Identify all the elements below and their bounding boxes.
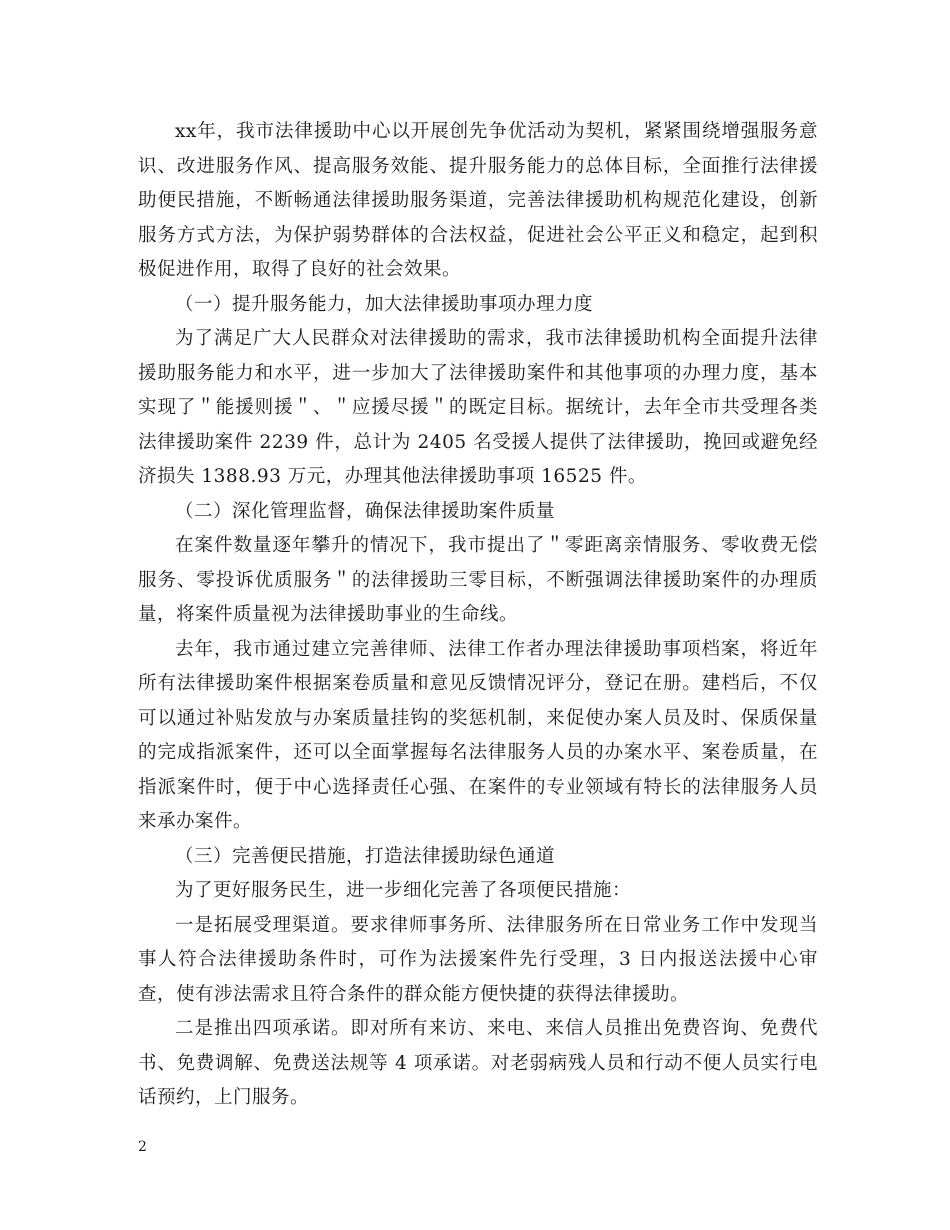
section-heading-3: （三）完善便民措施，打造法律援助绿色通道 [175,845,556,867]
document-body [138,115,818,1116]
page-number: 2 [138,1139,147,1155]
section-2-paragraph-2: 去年，我市通过建立完善律师、法律工作者办理法律援助事项档案，将近年所有法律援助案件根据案卷质量和意见反馈情况评分，登记在册。建档后，不仅可以通过补贴发放与办案质量挂钩的奖惩机制，来促使办案人员及时、保质保量的完成指派案件，还可以全面掌握每名法律服务人员的办案水平、案卷质量，在指派案件时，便于中心选择责任心强、在案件的专业领域有特长的法律服务人员来承办案件。 [138,638,818,832]
section-1-paragraph: 为了满足广大人民群众对法律援助的需求，我市法律援助机构全面提升法律援助服务能力和水平，进一步加大了法律援助案件和其他事项的办理力度，基本实现了＂能援则援＂、＂应援尽援＂的既定目标。据统计，去年全市共受理各类法律援助案件 2239 件，总计为 2405 名受援人提供了法律援助，挽回或避免经济损失 1388.93 万元，办理其他法律援助事项 16525 件。 [138,328,818,487]
section-2-paragraph-1: 在案件数量逐年攀升的情况下，我市提出了＂零距离亲情服务、零收费无偿服务、零投诉优质服务＂的法律援助三零目标，不断强调法律援助案件的办理质量，将案件质量视为法律援助事业的生命线。 [138,535,818,625]
section-3-paragraph-3: 二是推出四项承诺。即对所有来访、来电、来信人员推出免费咨询、免费代书、免费调解、免费送法规等 4 项承诺。对老弱病残人员和行动不便人员实行电话预约，上门服务。 [138,1018,818,1108]
section-3-paragraph-2: 一是拓展受理渠道。要求律师事务所、法律服务所在日常业务工作中发现当事人符合法律援助条件时，可作为法援案件先行受理，3 日内报送法援中心审查，使有涉法需求且符合条件的群众能方便快捷的获得法律援助。 [138,914,818,1005]
section-heading-2: （二）深化管理监督，确保法律援助案件质量 [175,500,556,522]
intro-paragraph: xx年，我市法律援助中心以开展创先争优活动为契机，紧紧围绕增强服务意识、改进服务作风、提高服务效能、提升服务能力的总体目标，全面推行法律援助便民措施，不断畅通法律援助服务渠道，完善法律援助机构规范化建设，创新服务方式方法，为保护弱势群体的合法权益，促进社会公平正义和稳定，起到积极促进作用，取得了良好的社会效果。 [138,121,818,280]
section-heading-1: （一）提升服务能力，加大法律援助事项办理力度 [175,293,594,315]
section-3-paragraph-1: 为了更好服务民生，进一步细化完善了各项便民措施： [175,880,632,901]
